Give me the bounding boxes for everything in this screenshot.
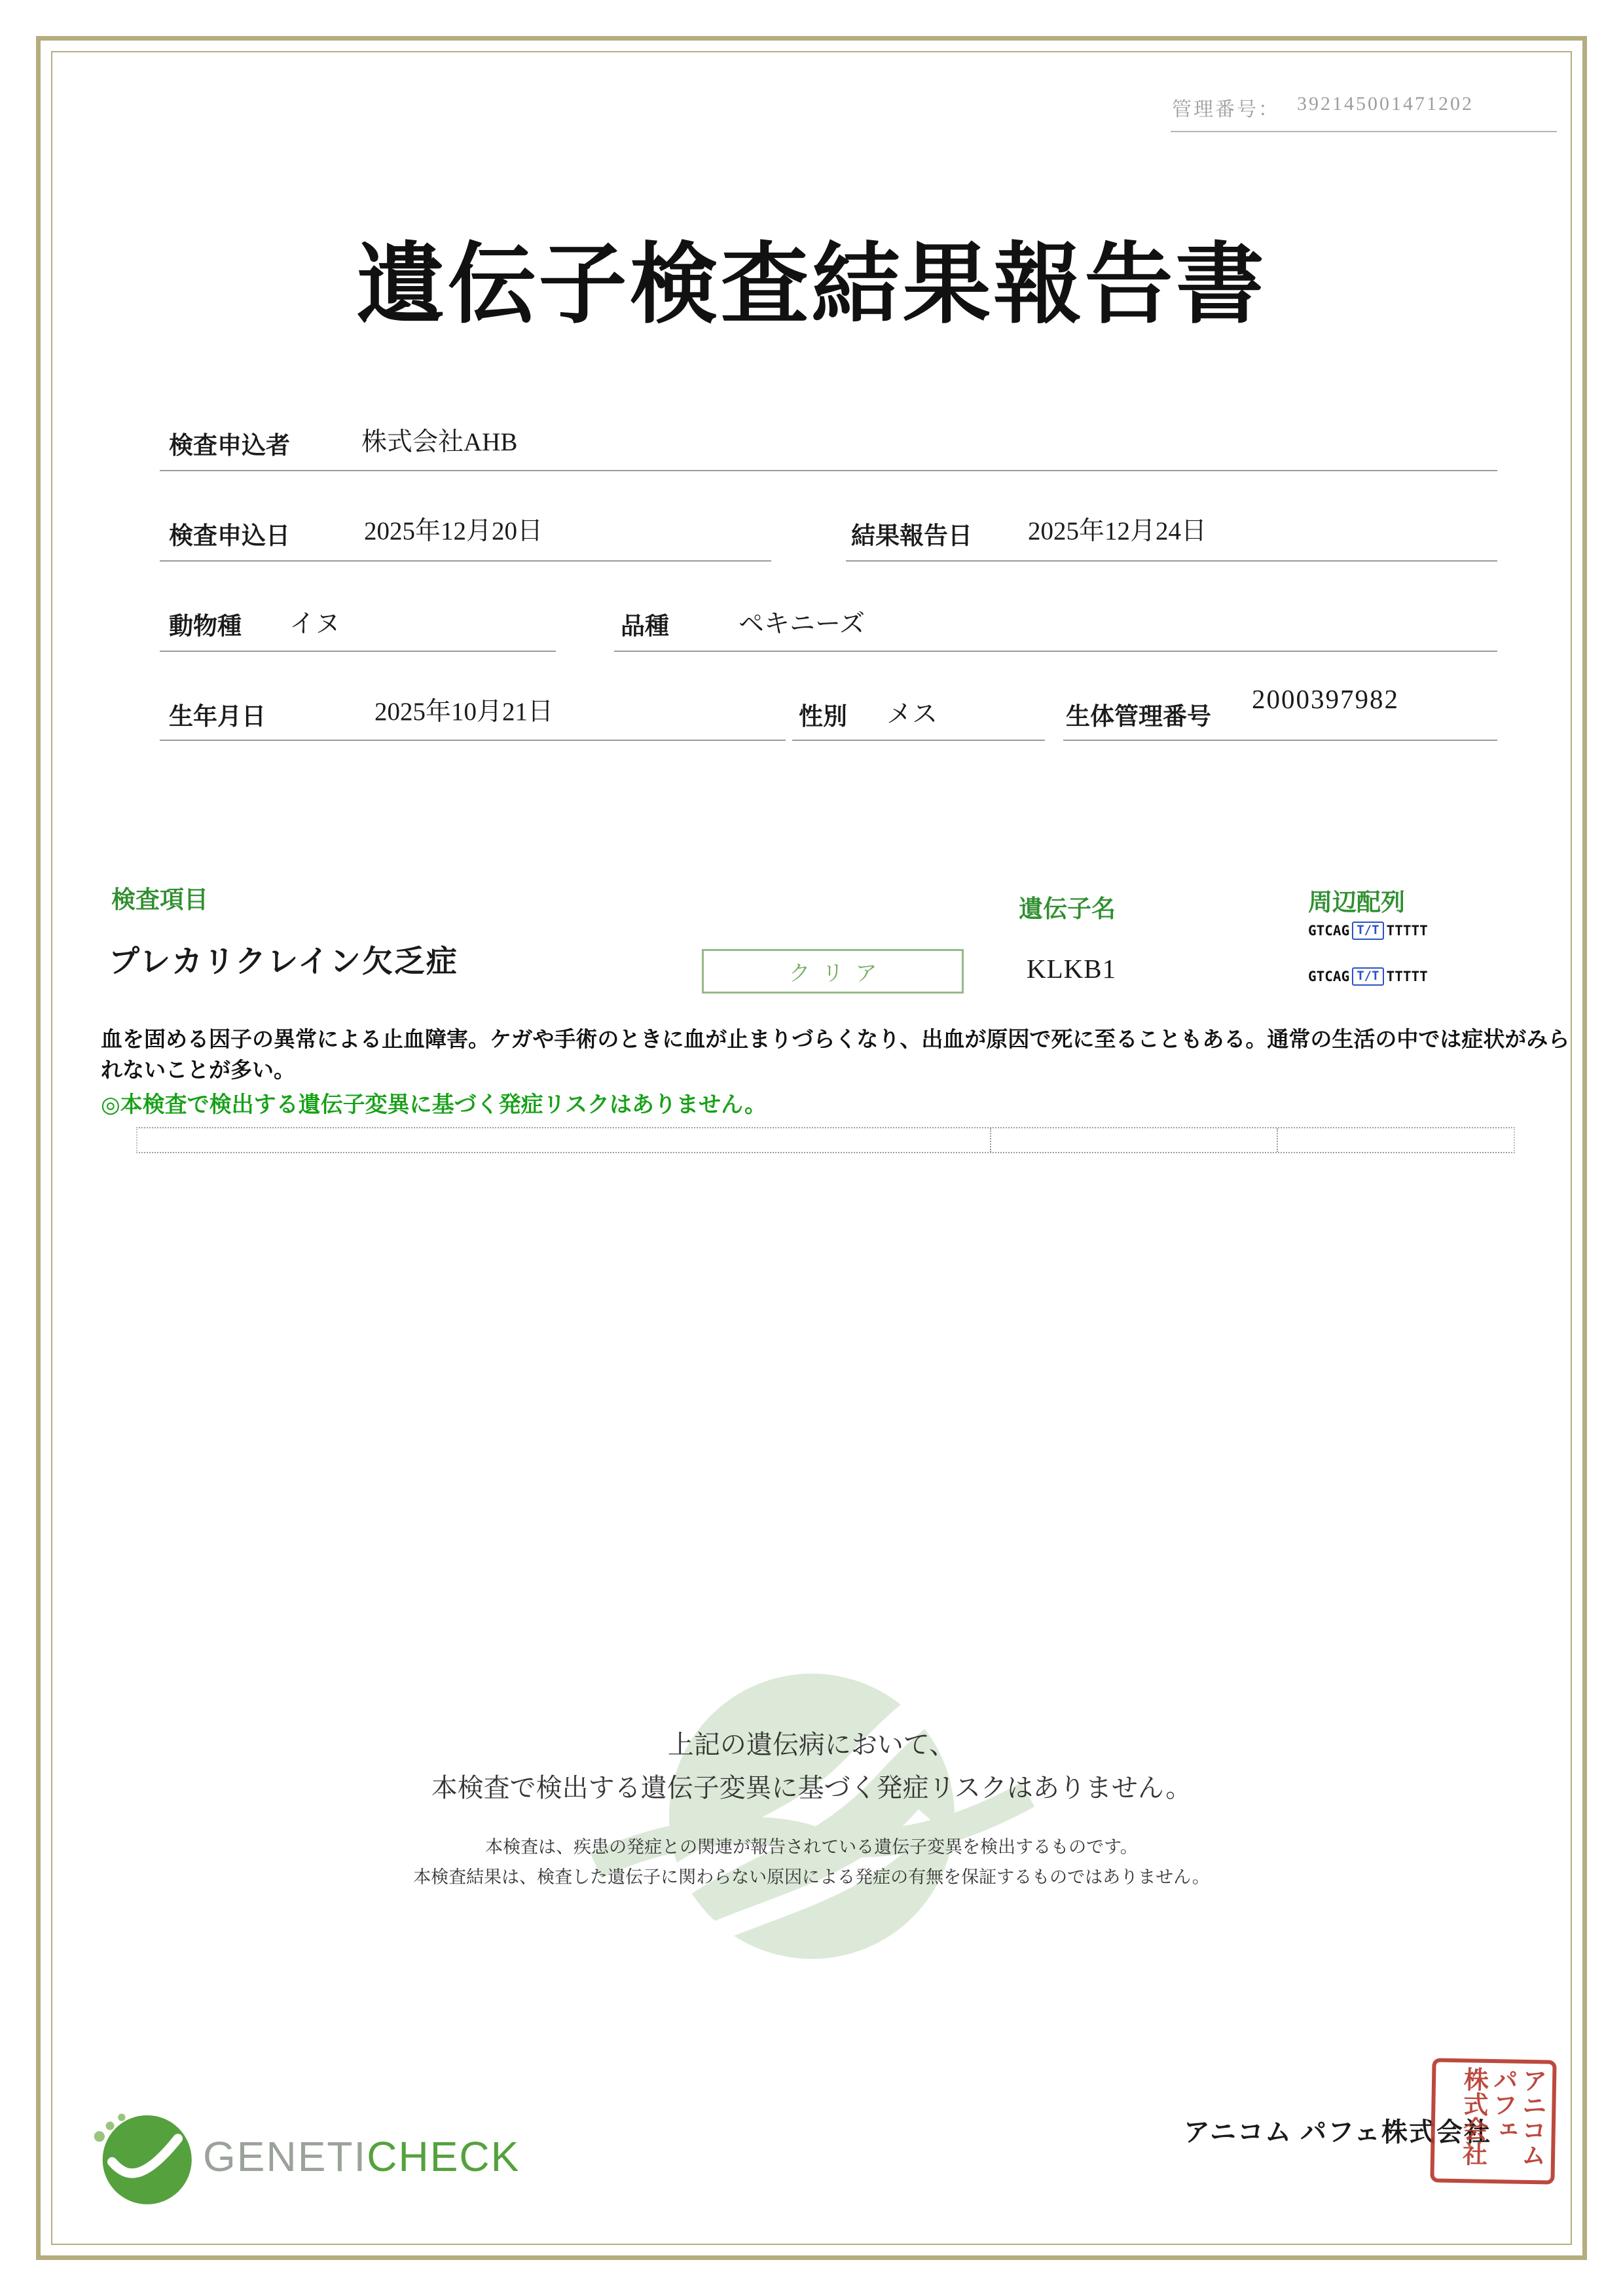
- applicant-label: 検査申込者: [169, 433, 290, 459]
- underline: [160, 740, 786, 741]
- report-date-label: 結果報告日: [851, 523, 972, 550]
- sequence-row: [1308, 967, 1428, 986]
- test-item-header: 検査項目: [111, 886, 208, 913]
- geneticheck-logo-text: [203, 2132, 520, 2181]
- applicant-value: 株式会社AHB: [361, 428, 518, 456]
- sex-label: 性別: [799, 704, 847, 730]
- breed-label: 品種: [621, 613, 669, 640]
- sequence-header: 周辺配列: [1308, 889, 1405, 916]
- risk-note: ◎本検査で検出する遺伝子変異に基づく発症リスクはありません。: [101, 1092, 767, 1117]
- underline: [846, 560, 1497, 562]
- sequence-suffix: TTTTT: [1386, 922, 1428, 939]
- summary-note-2: 本検査結果は、検査した遺伝子に関わらない原因による発症の有無を保証するものではありません。: [413, 1867, 1210, 1887]
- geneticheck-logo-icon: [88, 2104, 194, 2210]
- company-name: アニコム パフェ株式会社: [1184, 2117, 1491, 2147]
- underline: [792, 740, 1045, 741]
- underline: [160, 560, 771, 562]
- seal-line: アニコム: [1516, 2067, 1546, 2168]
- seal-line: 株式会社: [1458, 2066, 1487, 2166]
- underline: [160, 470, 1497, 471]
- sex-value: メス: [886, 700, 938, 728]
- animal-id-value: 2000397982: [1252, 684, 1399, 714]
- birth-date-label: 生年月日: [169, 704, 266, 730]
- animal-id-label: 生体管理番号: [1066, 704, 1211, 730]
- logo-text-geneti: GENETI: [203, 2133, 367, 2180]
- dotted-table-row: [136, 1127, 1515, 1153]
- disease-description: 血を固める因子の異常による止血障害。ケガや手術のときに血が止まりづらくなり、出血が原因で死に至ることもある。通常の生活の中では症状がみられないことが多い。: [101, 1028, 1570, 1083]
- dotted-divider: [990, 1128, 991, 1152]
- report-date-value: 2025年12月24日: [1028, 517, 1207, 545]
- sequence-prefix: GTCAG: [1308, 968, 1350, 984]
- disease-name: プレカリクレイン欠乏症: [109, 945, 458, 979]
- company-seal: [1430, 2058, 1556, 2184]
- gene-name-header: 遺伝子名: [1019, 895, 1116, 922]
- summary-line-2: 本検査で検出する遺伝子変異に基づく発症リスクはありません。: [431, 1774, 1192, 1803]
- geneticheck-logo: [88, 2104, 520, 2210]
- apply-date-value: 2025年12月20日: [364, 517, 543, 545]
- summary-line-1: 上記の遺伝病において、: [667, 1731, 956, 1759]
- birth-date-value: 2025年10月21日: [374, 698, 554, 726]
- logo-text-check: CHECK: [367, 2133, 520, 2180]
- management-number-label: 管理番号：: [1172, 99, 1280, 120]
- underline: [160, 651, 556, 652]
- status-label: クリア: [788, 960, 889, 985]
- sequence-suffix: TTTTT: [1386, 968, 1428, 984]
- sequence-row: [1308, 922, 1428, 940]
- management-number-row: [1172, 93, 1557, 122]
- management-underline: [1171, 131, 1557, 132]
- sequence-prefix: GTCAG: [1308, 922, 1350, 939]
- seal-line: パフェ: [1487, 2066, 1517, 2142]
- apply-date-label: 検査申込日: [169, 523, 290, 550]
- species-value: イヌ: [289, 610, 341, 638]
- sequence-variant-box: T/T: [1352, 967, 1383, 986]
- underline: [1063, 740, 1497, 741]
- underline: [614, 651, 1497, 652]
- status-badge: [702, 949, 964, 994]
- species-label: 動物種: [169, 613, 242, 640]
- summary-note-1: 本検査は、疾患の発症との関連が報告されている遺伝子変異を検出するものです。: [485, 1837, 1138, 1857]
- watermark-logo: [576, 1617, 1048, 2036]
- breed-value: ペキニーズ: [739, 610, 866, 638]
- sequence-variant-box: T/T: [1352, 922, 1383, 940]
- dotted-divider: [1277, 1128, 1278, 1152]
- management-number-value: 392145001471202: [1297, 93, 1474, 115]
- gene-name-value: KLKB1: [1027, 954, 1117, 984]
- page-title: 遺伝子検査結果報告書: [356, 237, 1267, 334]
